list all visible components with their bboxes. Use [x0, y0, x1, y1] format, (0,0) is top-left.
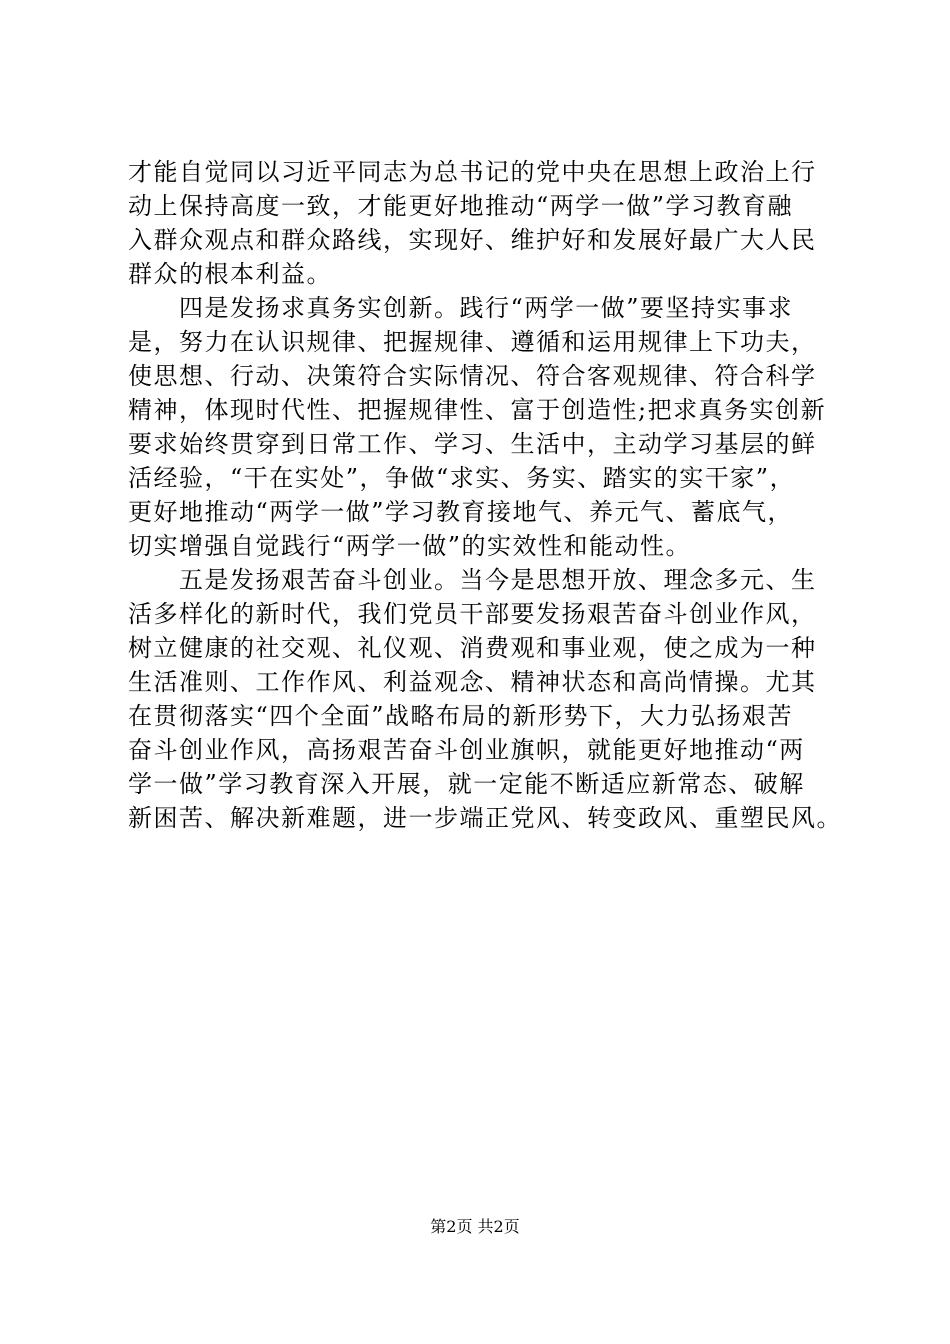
text-line: 群众的根本利益。 [128, 260, 332, 288]
text-line: 入群众观点和群众路线，实现好、维护好和发展好最广大人民 [128, 226, 817, 254]
text-line: 要求始终贯穿到日常工作、学习、生活中，主动学习基层的鲜 [128, 430, 817, 458]
text-line: 新困苦、解决新难题，进一步端正党风、转变政风、重塑民风。 [128, 804, 842, 832]
text-line: 奋斗创业作风，高扬艰苦奋斗创业旗帜，就能更好地推动“两 [128, 736, 805, 764]
page-number: 第2页 共2页 [430, 1217, 520, 1236]
text-line: 是，努力在认识规律、把握规律、遵循和运用规律上下功夫， [128, 328, 817, 356]
text-line: 活多样化的新时代，我们党员干部要发扬艰苦奋斗创业作风， [128, 600, 817, 628]
text-line: 生活准则、工作作风、利益观念、精神状态和高尚情操。尤其 [128, 668, 817, 696]
text-line: 在贯彻落实“四个全面”战略布局的新形势下，大力弘扬艰苦 [128, 702, 794, 730]
text-line: 四是发扬求真务实创新。践行“两学一做”要坚持实事求 [128, 294, 794, 322]
page-footer [0, 1216, 950, 1238]
text-line: 树立健康的社交观、礼仪观、消费观和事业观，使之成为一种 [128, 634, 817, 662]
document-body [128, 155, 842, 835]
text-line: 动上保持高度一致，才能更好地推动“两学一做”学习教育融 [128, 192, 794, 220]
text-line: 五是发扬艰苦奋斗创业。当今是思想开放、理念多元、生 [128, 566, 817, 594]
text-line: 学一做”学习教育深入开展，就一定能不断适应新常态、破解 [128, 770, 805, 798]
text-line: 更好地推动“两学一做”学习教育接地气、养元气、蓄底气， [128, 498, 794, 526]
text-line: 精神，体现时代性、把握规律性、富于创造性;把求真务实创新 [128, 396, 827, 424]
text-line: 使思想、行动、决策符合实际情况、符合客观规律、符合科学 [128, 362, 817, 390]
text-line: 才能自觉同以习近平同志为总书记的党中央在思想上政治上行 [128, 158, 817, 186]
text-line: 活经验，“干在实处”，争做“求实、务实、踏实的实干家”， [128, 464, 796, 492]
text-line: 切实增强自觉践行“两学一做”的实效性和能动性。 [128, 532, 692, 560]
